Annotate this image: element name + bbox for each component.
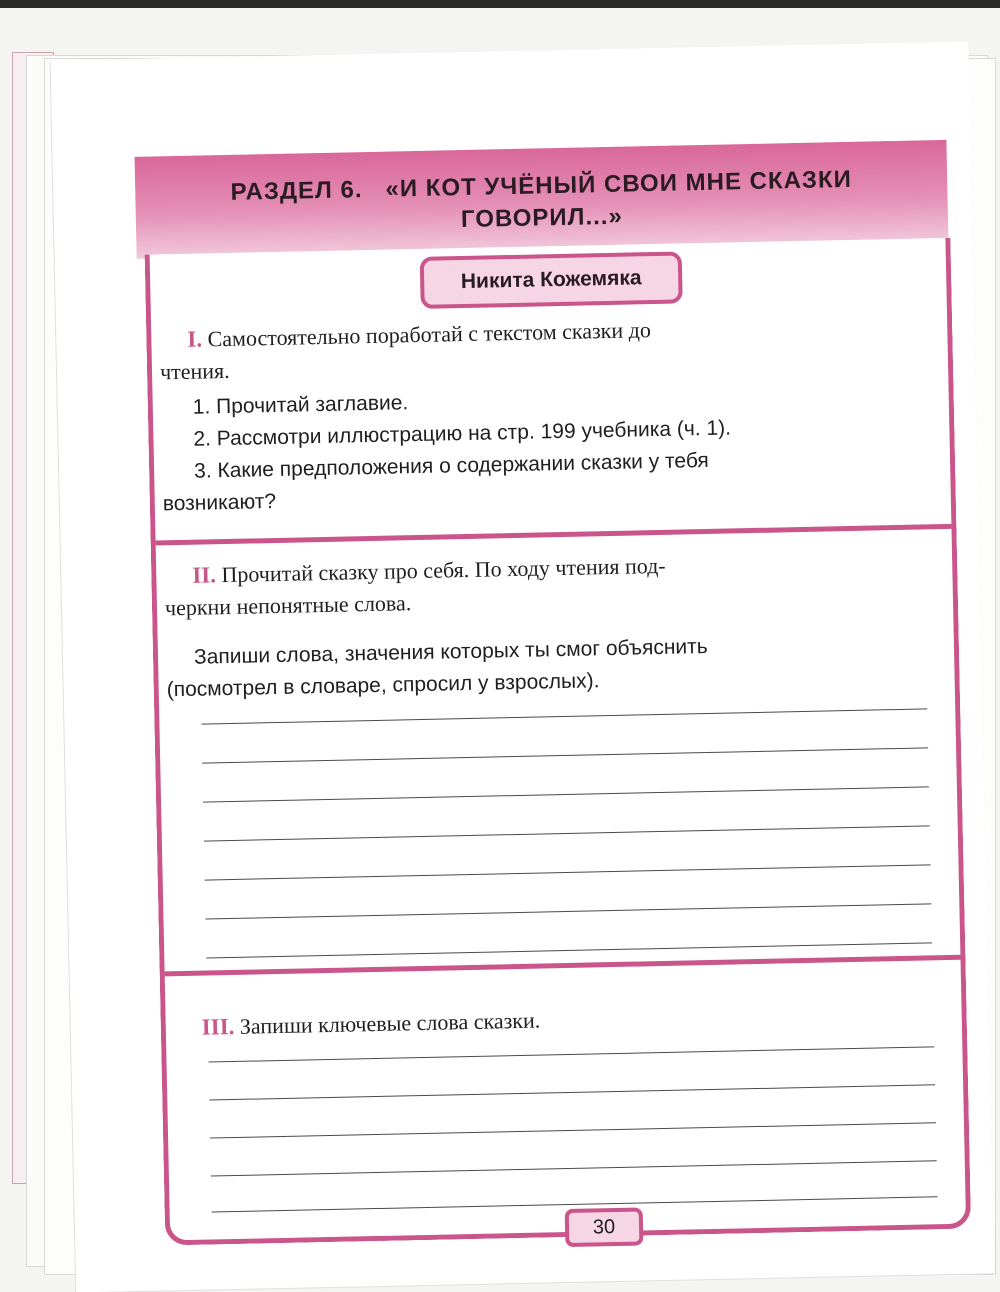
task-1-item-2: 2. Рассмотри иллюстрацию на стр. 199 учебника (ч. 1). [193, 416, 732, 451]
scan-edge [0, 0, 1000, 8]
answer-line[interactable] [211, 1160, 937, 1176]
answer-line[interactable] [208, 1046, 934, 1062]
task-1-text: Самостоятельно поработай с текстом сказки до [207, 317, 652, 352]
story-title: Никита Кожемяка [420, 251, 683, 308]
exercise-frame [145, 238, 972, 1246]
task-2-instruction [192, 544, 933, 591]
task-1-item-3-cont: возникают? [162, 489, 277, 516]
answer-line[interactable] [206, 942, 932, 958]
answer-line[interactable] [209, 1084, 935, 1100]
task-2-numeral: II. [192, 562, 217, 588]
task-3-numeral: III. [201, 1013, 235, 1040]
answer-line[interactable] [203, 786, 929, 802]
section-title-continued: ГОВОРИЛ...» [460, 202, 624, 234]
section-divider [165, 955, 961, 977]
task-3-instruction [201, 996, 942, 1043]
answer-line[interactable] [205, 903, 931, 919]
task-1-text-cont: чтения. [159, 357, 230, 385]
task-2-subtask-cont: (посмотрел в словаре, спросил у взрослых). [166, 669, 600, 702]
task-2-text: Прочитай сказку про себя. По ходу чтения под- [221, 552, 666, 588]
section-title: «И КОТ УЧЁНЫЙ СВОИ МНЕ СКАЗКИ [385, 165, 853, 203]
answer-line[interactable] [205, 864, 931, 880]
section-label: РАЗДЕЛ 6. [230, 176, 363, 206]
task-2-text-cont: черкни непонятные слова. [164, 590, 412, 621]
task-2-subtask: Запиши слова, значения которых ты смог объяснить [193, 634, 708, 669]
task-3-text: Запиши ключевые слова сказки. [239, 1007, 541, 1039]
workbook-page [50, 41, 994, 1292]
answer-line[interactable] [201, 708, 927, 724]
section-divider [156, 524, 952, 546]
task-1-item-1: 1. Прочитай заглавие. [192, 391, 409, 419]
answer-line[interactable] [204, 825, 930, 841]
page-number: 30 [565, 1207, 644, 1247]
task-1-instruction [187, 308, 928, 355]
task-1-numeral: I. [187, 326, 203, 352]
task-1-item-3: 3. Какие предположения о содержании сказки у тебя [193, 448, 710, 483]
answer-line[interactable] [210, 1122, 936, 1138]
answer-line[interactable] [202, 747, 928, 763]
